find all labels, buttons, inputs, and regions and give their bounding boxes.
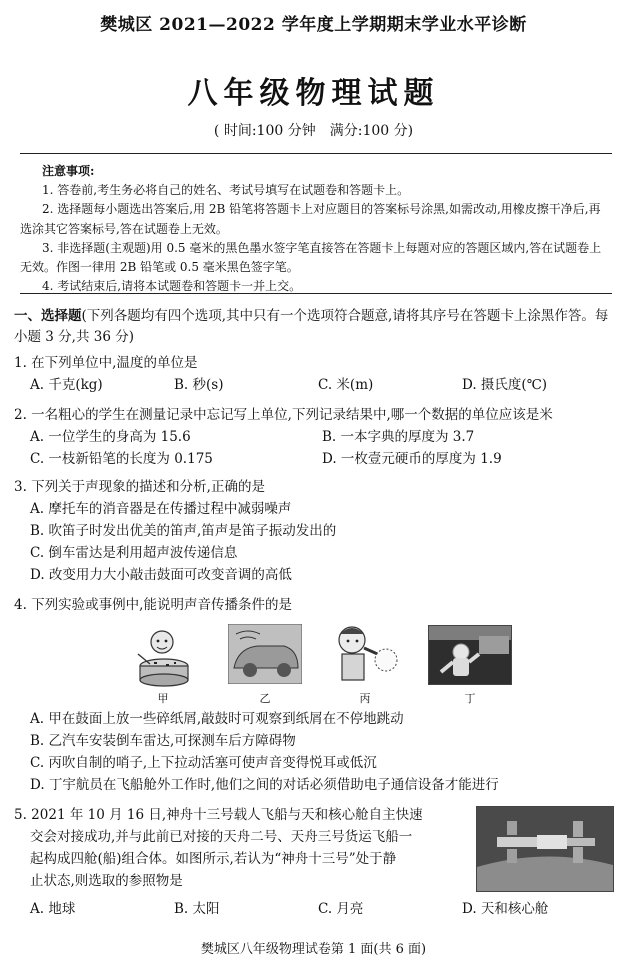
option: A. 地球 — [30, 901, 76, 917]
question-3 — [14, 476, 614, 586]
question-stem: 3. 下列关于声现象的描述和分析,正确的是 — [14, 479, 265, 495]
subject-title: 八年级物理试题 — [187, 76, 440, 111]
exam-title: 樊城区 2021—2022 学年度上学期期末学业水平诊断 — [100, 15, 527, 35]
option: C. 米(m) — [318, 377, 374, 393]
question-4-options — [14, 708, 614, 796]
question-stem-line: 起构成四舱(船)组合体。如图所示,若认为“神舟十三号”处于静 — [30, 851, 397, 867]
space-station-image — [477, 807, 613, 891]
option: A. 一位学生的身高为 15.6 — [30, 429, 191, 445]
question-stem: 1. 在下列单位中,温度的单位是 — [14, 355, 198, 371]
figure-caption: 甲 — [157, 692, 169, 705]
option: B. 一本字典的厚度为 3.7 — [322, 429, 475, 445]
option: D. 天和核心舱 — [462, 901, 549, 917]
car-radar-figure — [228, 624, 302, 684]
option: D. 一枚壹元硬币的厚度为 1.9 — [322, 451, 502, 467]
figure-yi — [228, 624, 302, 684]
page-footer: 樊城区八年级物理试卷第 1 面(共 6 面) — [200, 942, 427, 957]
options-row — [14, 426, 614, 448]
option: B. 乙汽车安装倒车雷达,可探测车后方障碍物 — [30, 733, 296, 749]
option: C. 一枝新铅笔的长度为 0.175 — [30, 451, 213, 467]
figure-bing — [330, 622, 400, 686]
time-info: ( 时间:100 分钟 满分:100 分) — [213, 123, 414, 139]
option: D. 丁宇航员在飞船舱外工作时,他们之间的对话必须借助电子通信设备才能进行 — [30, 777, 499, 793]
question-5-options — [14, 898, 614, 920]
option: A. 摩托车的消音器是在传播过程中减弱噪声 — [30, 501, 292, 517]
option: B. 吹笛子时发出优美的笛声,笛声是笛子振动发出的 — [30, 523, 337, 539]
section-desc: (下列各题均有四个选项,其中只有一个选项符合题意,请将其序号在答题卡上涂黑作答。每小题 3 分,共 36 分) — [14, 308, 609, 345]
option: B. 秒(s) — [174, 377, 224, 393]
option: C. 倒车雷达是利用超声波传递信息 — [30, 545, 238, 561]
options-row — [14, 374, 614, 396]
option: D. 摄氏度(℃) — [462, 377, 548, 393]
figure-caption: 丁 — [464, 692, 476, 705]
notes-bottom-rule — [20, 293, 612, 294]
section-title: 一、选择题 — [14, 308, 82, 324]
notes-heading: 注意事项: — [42, 164, 95, 178]
option: A. 甲在鼓面上放一些碎纸屑,敲鼓时可观察到纸屑在不停地跳动 — [30, 711, 404, 727]
option: C. 月亮 — [318, 901, 364, 917]
question-stem-line: 止状态,则选取的参照物是 — [30, 873, 183, 889]
astronaut-figure — [429, 626, 511, 684]
notes-top-rule — [20, 153, 612, 154]
notes-item: 3. 非选择题(主观题)用 0.5 毫米的黑色墨水签字笔直接答在答题卡上每题对应的答题区域内,答在试题卷上无效。作图一律用 2B 铅笔或 0.5 毫米黑色签字笔。 — [20, 240, 602, 275]
option: C. 丙吹自制的哨子,上下拉动活塞可使声音变得悦耳或低沉 — [30, 755, 377, 771]
question-5-stem — [14, 804, 474, 892]
figure-ding — [428, 625, 512, 685]
question-stem-line: 交会对接成功,并与此前已对接的天舟二号、天舟三号货运飞船一 — [30, 829, 413, 845]
drum-figure — [128, 624, 200, 688]
figure-caption: 丙 — [359, 692, 371, 705]
question-1 — [14, 352, 614, 396]
section-heading — [14, 306, 614, 348]
question-4-stem: 4. 下列实验或事例中,能说明声音传播条件的是 — [14, 597, 292, 613]
figure-caption: 乙 — [259, 692, 271, 705]
option: D. 改变用力大小敲击鼓面可改变音调的高低 — [30, 567, 292, 583]
question-stem-line: 5. 2021 年 10 月 16 日,神舟十三号载人飞船与天和核心舱自主快速 — [14, 807, 423, 823]
option: B. 太阳 — [174, 901, 220, 917]
space-station-figure — [476, 806, 614, 892]
options-row — [14, 448, 614, 470]
question-stem: 2. 一名粗心的学生在测量记录中忘记写上单位,下列记录结果中,哪一个数据的单位应该是米 — [14, 407, 553, 423]
option: A. 千克(kg) — [30, 377, 103, 393]
question-2 — [14, 404, 614, 470]
notes-item: 1. 答卷前,考生务必将自己的姓名、考试号填写在试题卷和答题卡上。 — [42, 183, 410, 198]
notes-block — [20, 162, 612, 296]
figure-jia — [128, 624, 200, 688]
notes-item: 2. 选择题每小题选出答案后,用 2B 铅笔将答题卡上对应题目的答案标号涂黑,如需改动,用橡皮擦干净后,再选涂其它答案标号,答在试题卷上无效。 — [20, 202, 601, 236]
whistle-figure — [330, 622, 400, 686]
notes-item: 4. 考试结束后,请将本试题卷和答题卡一并上交。 — [42, 279, 302, 294]
